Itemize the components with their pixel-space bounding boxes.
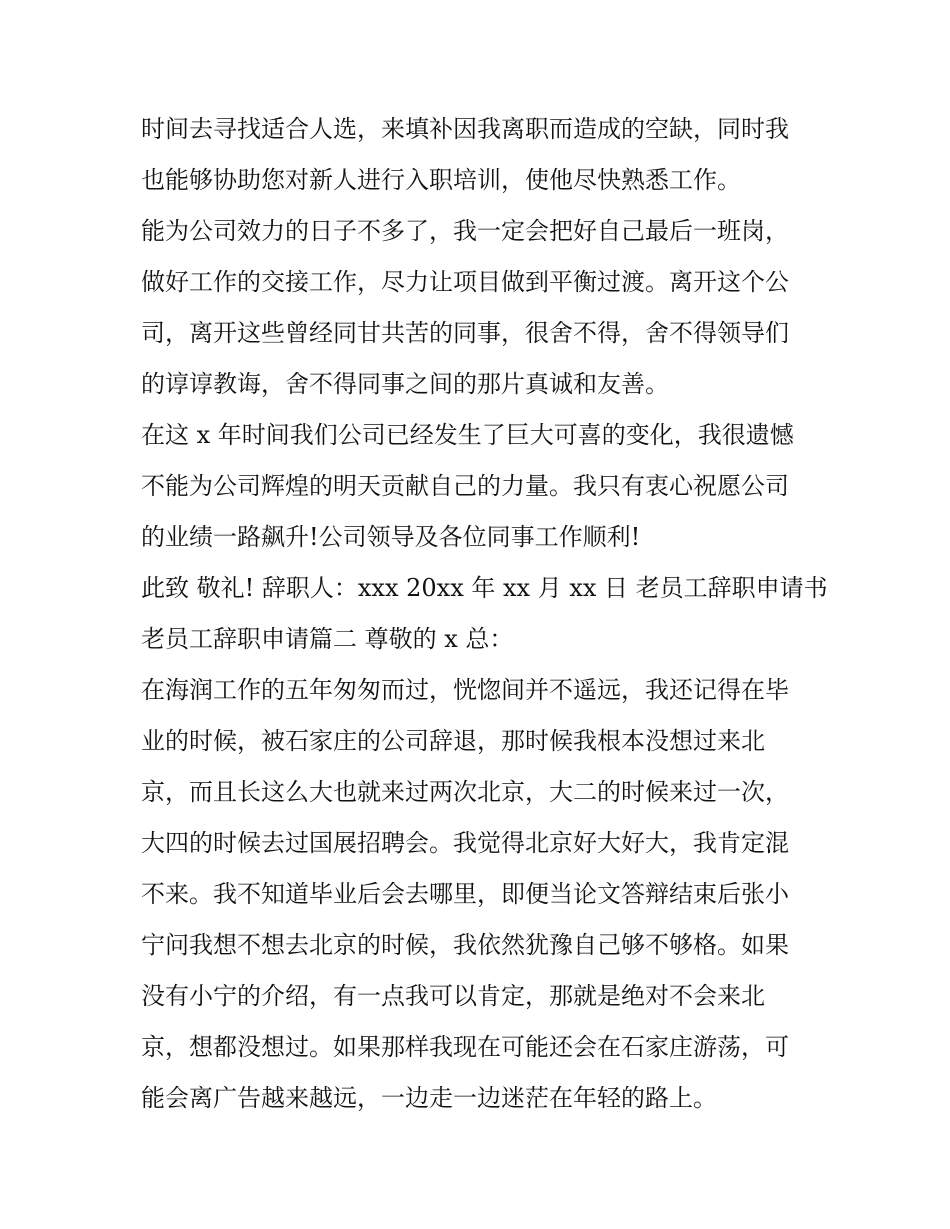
text-line: 京，想都没想过。如果那样我现在可能还会在石家庄游荡，可 xyxy=(141,1033,789,1061)
text-line: 京，而且长这么大也就来过两次北京，大二的时候来过一次， xyxy=(141,778,789,806)
document-body xyxy=(141,104,828,1124)
text-line: 没有小宁的介绍，有一点我可以肯定，那就是绝对不会来北 xyxy=(141,982,765,1010)
text-line: 的业绩一路飙升!公司领导及各位同事工作顺利! xyxy=(141,523,641,551)
text-line: 能会离广告越来越远，一边走一边迷茫在年轻的路上。 xyxy=(141,1084,717,1112)
text-line: 老员工辞职申请篇二 尊敬的 x 总： xyxy=(141,625,514,653)
text-line: 此致 敬礼! 辞职人：xxx 20xx 年 xx 月 xx 日 老员工辞职申请书 xyxy=(141,574,828,602)
text-line: 时间去寻找适合人选，来填补因我离职而造成的空缺，同时我 xyxy=(141,115,789,143)
text-line: 也能够协助您对新人进行入职培训，使他尽快熟悉工作。 xyxy=(141,166,741,194)
text-line: 不来。我不知道毕业后会去哪里，即便当论文答辩结束后张小 xyxy=(141,880,789,908)
text-line: 业的时候，被石家庄的公司辞退，那时候我根本没想过来北 xyxy=(141,727,765,755)
text-line: 做好工作的交接工作，尽力让项目做到平衡过渡。离开这个公 xyxy=(141,268,789,296)
text-line: 大四的时候去过国展招聘会。我觉得北京好大好大，我肯定混 xyxy=(141,829,789,857)
text-line: 的谆谆教诲，舍不得同事之间的那片真诚和友善。 xyxy=(141,370,669,398)
text-line: 在这 x 年时间我们公司已经发生了巨大可喜的变化，我很遗憾 xyxy=(141,421,794,449)
text-line: 在海润工作的五年匆匆而过，恍惚间并不遥远，我还记得在毕 xyxy=(141,676,789,704)
text-line: 能为公司效力的日子不多了，我一定会把好自己最后一班岗， xyxy=(141,217,789,245)
text-line: 不能为公司辉煌的明天贡献自己的力量。我只有衷心祝愿公司 xyxy=(141,472,789,500)
text-line: 宁问我想不想去北京的时候，我依然犹豫自己够不够格。如果 xyxy=(141,931,789,959)
text-line: 司，离开这些曾经同甘共苦的同事，很舍不得，舍不得领导们 xyxy=(141,319,789,347)
